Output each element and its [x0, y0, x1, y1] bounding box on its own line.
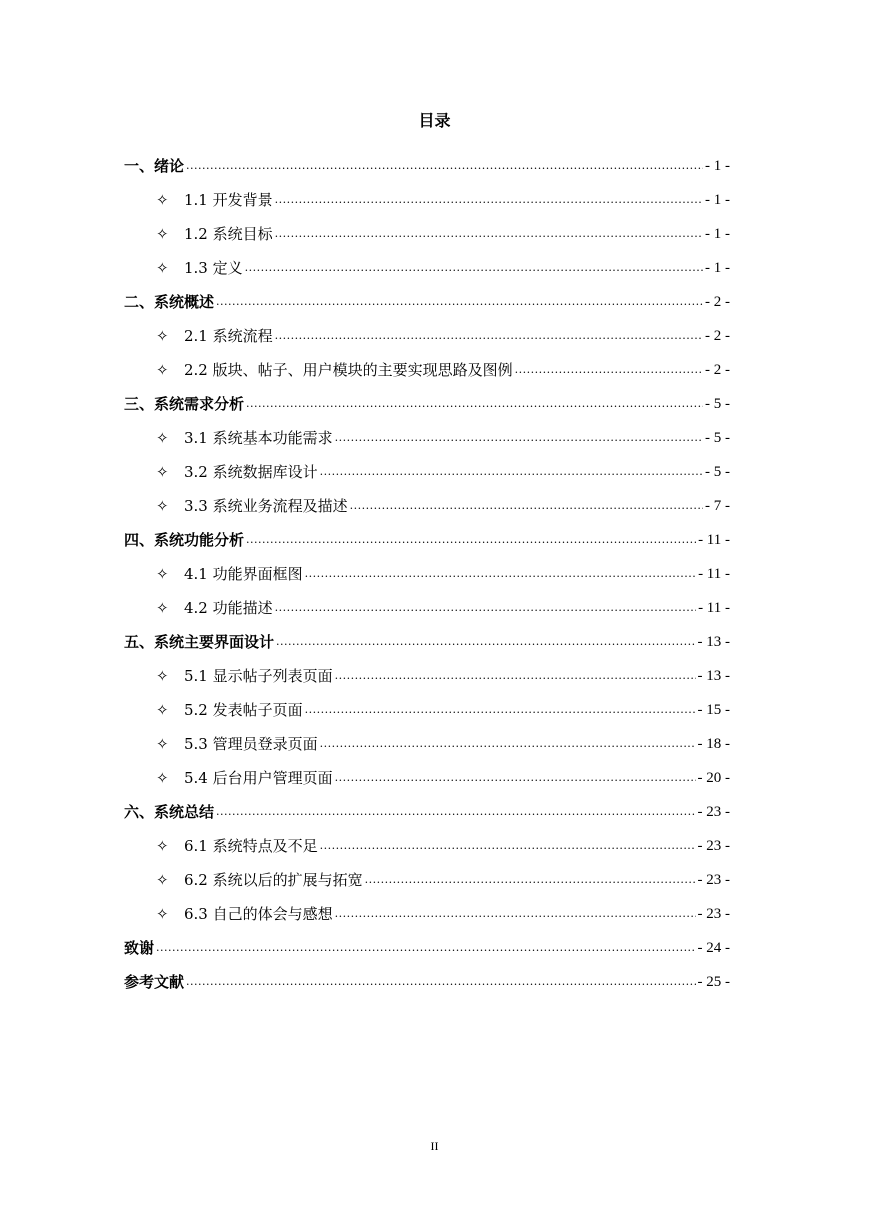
toc-entry-label: 1.3 定义	[184, 259, 243, 277]
toc-entry-label: 2.2 版块、帖子、用户模块的主要实现思路及图例	[184, 361, 513, 379]
dot-leader	[276, 632, 695, 652]
page-number-footer: II	[430, 1139, 439, 1153]
toc-entry-page-number: - 23 -	[697, 838, 730, 854]
dot-leader	[275, 190, 703, 210]
dot-leader	[335, 428, 703, 448]
toc-section-entry[interactable]	[124, 448, 730, 482]
toc-entry-label: 4.1 功能界面框图	[184, 565, 303, 583]
diamond-bullet-icon: ✧	[156, 463, 169, 481]
toc-section-entry[interactable]	[124, 244, 730, 278]
toc-section-entry[interactable]	[124, 822, 730, 856]
dot-leader	[335, 904, 696, 924]
toc-entry-page-number: - 2 -	[705, 328, 730, 344]
toc-entry-page-number: - 1 -	[705, 226, 730, 242]
toc-entry-page-number: - 18 -	[697, 736, 730, 752]
diamond-bullet-icon: ✧	[156, 361, 169, 379]
diamond-bullet-icon: ✧	[156, 429, 169, 447]
dot-leader	[275, 224, 703, 244]
toc-entry-page-number: - 13 -	[697, 634, 730, 650]
toc-entry-page-number: - 15 -	[697, 702, 730, 718]
toc-chapter-entry[interactable]	[124, 924, 730, 958]
toc-entry-page-number: - 11 -	[698, 532, 730, 548]
toc-section-entry[interactable]	[124, 346, 730, 380]
toc-section-entry[interactable]	[124, 312, 730, 346]
toc-entry-label: 5.2 发表帖子页面	[184, 701, 303, 719]
toc-entry-label: 六、系统总结	[124, 803, 215, 821]
toc-entry-page-number: - 11 -	[698, 566, 730, 582]
diamond-bullet-icon: ✧	[156, 259, 169, 277]
dot-leader	[186, 972, 695, 992]
toc-section-entry[interactable]	[124, 584, 730, 618]
diamond-bullet-icon: ✧	[156, 735, 169, 753]
toc-entry-page-number: - 1 -	[705, 192, 730, 208]
dot-leader	[320, 734, 696, 754]
dot-leader	[515, 360, 703, 380]
toc-entry-page-number: - 23 -	[697, 804, 730, 820]
toc-entry-page-number: - 23 -	[697, 872, 730, 888]
toc-entry-page-number: - 5 -	[705, 396, 730, 412]
toc-entry-label: 3.1 系统基本功能需求	[184, 429, 333, 447]
dot-leader	[245, 258, 703, 278]
dot-leader	[216, 802, 695, 822]
dot-leader	[246, 394, 703, 414]
toc-chapter-entry[interactable]	[124, 958, 730, 992]
dot-leader	[305, 700, 696, 720]
diamond-bullet-icon: ✧	[156, 565, 169, 583]
toc-chapter-entry[interactable]	[124, 142, 730, 176]
diamond-bullet-icon: ✧	[156, 497, 169, 515]
toc-entry-page-number: - 25 -	[697, 974, 730, 990]
toc-entry-page-number: - 5 -	[705, 430, 730, 446]
toc-entry-label: 5.3 管理员登录页面	[184, 735, 318, 753]
diamond-bullet-icon: ✧	[156, 327, 169, 345]
toc-entry-label: 6.1 系统特点及不足	[184, 837, 318, 855]
diamond-bullet-icon: ✧	[156, 871, 169, 889]
dot-leader	[275, 598, 696, 618]
toc-section-entry[interactable]	[124, 754, 730, 788]
dot-leader	[275, 326, 703, 346]
toc-entry-page-number: - 2 -	[705, 294, 730, 310]
toc-entry-page-number: - 24 -	[697, 940, 730, 956]
dot-leader	[320, 462, 703, 482]
toc-entry-label: 1.2 系统目标	[184, 225, 273, 243]
toc-section-entry[interactable]	[124, 414, 730, 448]
dot-leader	[186, 156, 703, 176]
diamond-bullet-icon: ✧	[156, 667, 169, 685]
diamond-bullet-icon: ✧	[156, 225, 169, 243]
toc-section-entry[interactable]	[124, 856, 730, 890]
toc-section-entry[interactable]	[124, 482, 730, 516]
toc-chapter-entry[interactable]	[124, 788, 730, 822]
toc-entry-label: 四、系统功能分析	[124, 531, 245, 549]
diamond-bullet-icon: ✧	[156, 769, 169, 787]
toc-entry-label: 致谢	[124, 939, 155, 957]
toc-entry-page-number: - 11 -	[698, 600, 730, 616]
dot-leader	[246, 530, 696, 550]
toc-entry-label: 3.2 系统数据库设计	[184, 463, 318, 481]
dot-leader	[335, 768, 696, 788]
dot-leader	[305, 564, 696, 584]
toc-entry-page-number: - 23 -	[697, 906, 730, 922]
dot-leader	[320, 836, 696, 856]
toc-entry-label: 二、系统概述	[124, 293, 215, 311]
toc-section-entry[interactable]	[124, 720, 730, 754]
toc-chapter-entry[interactable]	[124, 516, 730, 550]
toc-section-entry[interactable]	[124, 550, 730, 584]
toc-section-entry[interactable]	[124, 210, 730, 244]
toc-entry-page-number: - 1 -	[705, 158, 730, 174]
toc-entry-label: 6.2 系统以后的扩展与拓宽	[184, 871, 363, 889]
toc-chapter-entry[interactable]	[124, 618, 730, 652]
toc-section-entry[interactable]	[124, 176, 730, 210]
toc-entry-label: 一、绪论	[124, 157, 185, 175]
toc-section-entry[interactable]	[124, 652, 730, 686]
table-of-contents	[124, 142, 730, 992]
toc-entry-label: 4.2 功能描述	[184, 599, 273, 617]
toc-entry-page-number: - 2 -	[705, 362, 730, 378]
toc-entry-label: 6.3 自己的体会与感想	[184, 905, 333, 923]
diamond-bullet-icon: ✧	[156, 701, 169, 719]
toc-entry-label: 2.1 系统流程	[184, 327, 273, 345]
toc-chapter-entry[interactable]	[124, 380, 730, 414]
diamond-bullet-icon: ✧	[156, 599, 169, 617]
dot-leader	[335, 666, 696, 686]
diamond-bullet-icon: ✧	[156, 837, 169, 855]
toc-entry-page-number: - 5 -	[705, 464, 730, 480]
toc-entry-page-number: - 20 -	[697, 770, 730, 786]
dot-leader	[216, 292, 703, 312]
toc-entry-label: 1.1 开发背景	[184, 191, 273, 209]
toc-entry-page-number: - 13 -	[697, 668, 730, 684]
toc-section-entry[interactable]	[124, 686, 730, 720]
toc-section-entry[interactable]	[124, 890, 730, 924]
toc-chapter-entry[interactable]	[124, 278, 730, 312]
diamond-bullet-icon: ✧	[156, 191, 169, 209]
page-title: 目录	[418, 111, 451, 130]
toc-entry-label: 五、系统主要界面设计	[124, 633, 275, 651]
toc-entry-page-number: - 7 -	[705, 498, 730, 514]
dot-leader	[365, 870, 696, 890]
toc-entry-label: 3.3 系统业务流程及描述	[184, 497, 348, 515]
diamond-bullet-icon: ✧	[156, 905, 169, 923]
toc-entry-label: 5.4 后台用户管理页面	[184, 769, 333, 787]
toc-entry-label: 5.1 显示帖子列表页面	[184, 667, 333, 685]
toc-entry-label: 三、系统需求分析	[124, 395, 245, 413]
dot-leader	[156, 938, 695, 958]
toc-entry-page-number: - 1 -	[705, 260, 730, 276]
dot-leader	[350, 496, 703, 516]
toc-entry-label: 参考文献	[124, 973, 185, 991]
